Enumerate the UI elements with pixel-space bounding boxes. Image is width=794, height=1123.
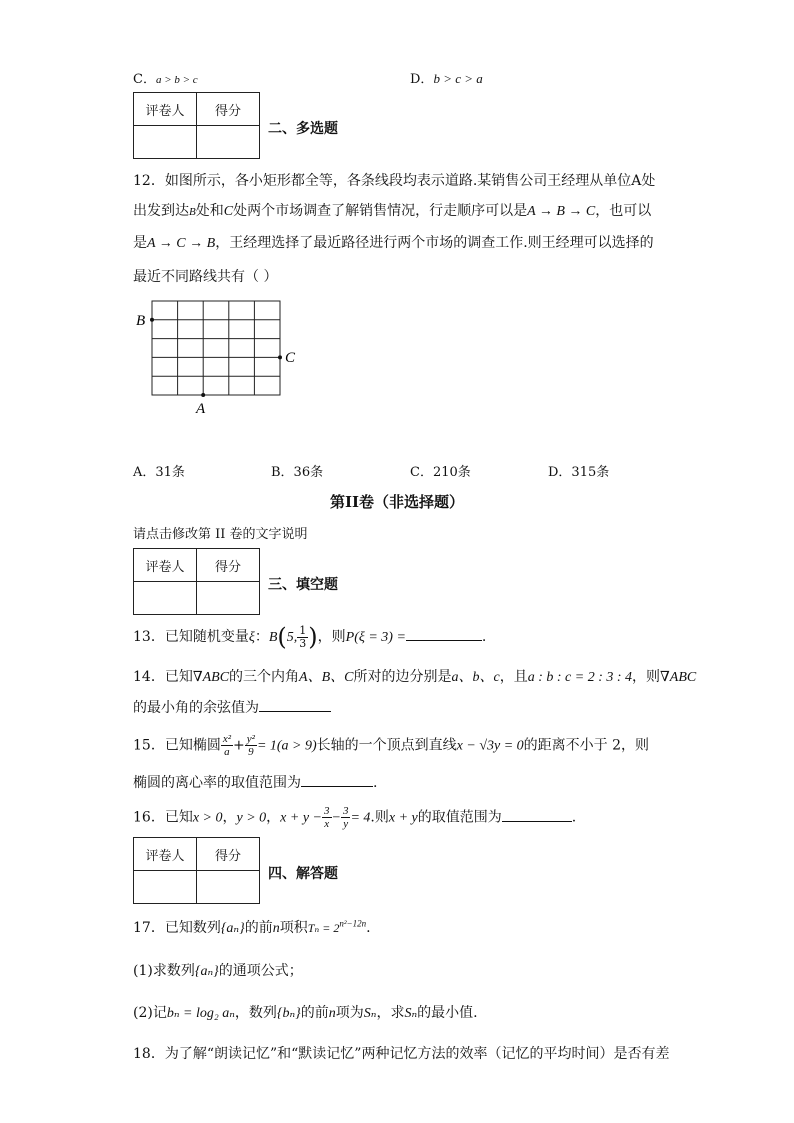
q12-option-d: D．315条 — [548, 465, 610, 480]
section-title-solution: 四、解答题 — [268, 866, 338, 882]
q12-grid-figure — [130, 295, 310, 420]
point-a-dot — [201, 393, 205, 397]
score-table-header-grader: 评卷人 — [134, 838, 197, 871]
point-c-dot — [278, 355, 282, 359]
point-b-label: B — [136, 313, 146, 329]
q12-option-c: C．210条 — [410, 465, 471, 480]
score-table-2 — [133, 548, 260, 615]
q15-line2: 椭圆的离心率的取值范围为 . — [133, 775, 378, 791]
score-table-3 — [133, 837, 260, 904]
part2-title: 第II卷（非选择题） — [329, 493, 465, 511]
q14-line2: 的最小角的余弦值为 — [133, 697, 331, 717]
q11-option-c: C．a > b > c — [133, 72, 198, 87]
q15-line1: 15．已知椭圆 $\frac{\text{x²}}{a}$ + $\frac{\text{y²}}{9}$ = 1(a > 9)长轴的一个顶点到直线x − √3y = 0的距离不小于 2，则 — [133, 733, 650, 758]
q17-part1: (1)求数列{aₙ}的通项公式； — [133, 963, 303, 979]
q14-line1: 14．已知∇ABC的三个内角A、B、C所对的边分别是a、b、c，且a : b : c = 2 : 3 : 4，则∇ABC — [133, 669, 697, 685]
q17-stem: 17．已知数列{aₙ}的前n项积$T_n = 2^{n^2-12n}$. — [133, 918, 371, 936]
q12-option-a: A．31条 — [133, 465, 185, 480]
point-a-label: A — [196, 401, 206, 417]
q12-line4: 最近不同路线共有（ ） — [133, 269, 278, 285]
q11-option-d: D．b > c > a — [410, 71, 483, 87]
score-table-header-grader: 评卷人 — [134, 549, 197, 582]
point-b-dot — [150, 318, 154, 322]
score-table-header-grader: 评卷人 — [134, 93, 197, 126]
score-table-1 — [133, 92, 260, 159]
q16: 16．已知x > 0，y > 0，x + y − $\frac{3}{x}$ − $\frac{3}{y}$ = 4.则x + y的取值范围为 . — [133, 805, 577, 830]
score-table-header-score: 得分 — [197, 549, 260, 582]
section-title-multi-choice: 二、多选题 — [268, 121, 338, 137]
q17-part2: (2)记bₙ = log₂ aₙ，数列{bₙ}的前n项为Sₙ，求Sₙ的最小值. — [133, 1005, 478, 1021]
q12-option-b: B．36条 — [271, 465, 324, 480]
section-title-fill-blank: 三、填空题 — [268, 577, 338, 593]
grid-lines — [152, 301, 280, 395]
q12-line3: 是A → C → B，王经理选择了最近路径进行两个市场的调查工作.则王经理可以选择的 — [133, 235, 654, 251]
q18-stem: 18．为了解“朗读记忆”和“默读记忆”两种记忆方法的效率（记忆的平均时间）是否有差 — [133, 1046, 670, 1062]
q12-line2: 出发到达B处和C处两个市场调查了解销售情况，行走顺序可以是A → B → C，也可以 — [133, 203, 652, 219]
score-table-header-score: 得分 — [197, 93, 260, 126]
score-table-header-score: 得分 — [197, 838, 260, 871]
part2-note: 请点击修改第 II 卷的文字说明 — [133, 527, 308, 542]
q13: 13．已知随机变量ξ：B(5, $\frac{1}{3}$ )，则P(ξ = 3) = . — [133, 623, 487, 651]
q12-line1: 12．如图所示，各小矩形都全等，各条线段均表示道路.某销售公司王经理从单位A处 — [133, 173, 656, 189]
point-c-label: C — [285, 350, 296, 366]
